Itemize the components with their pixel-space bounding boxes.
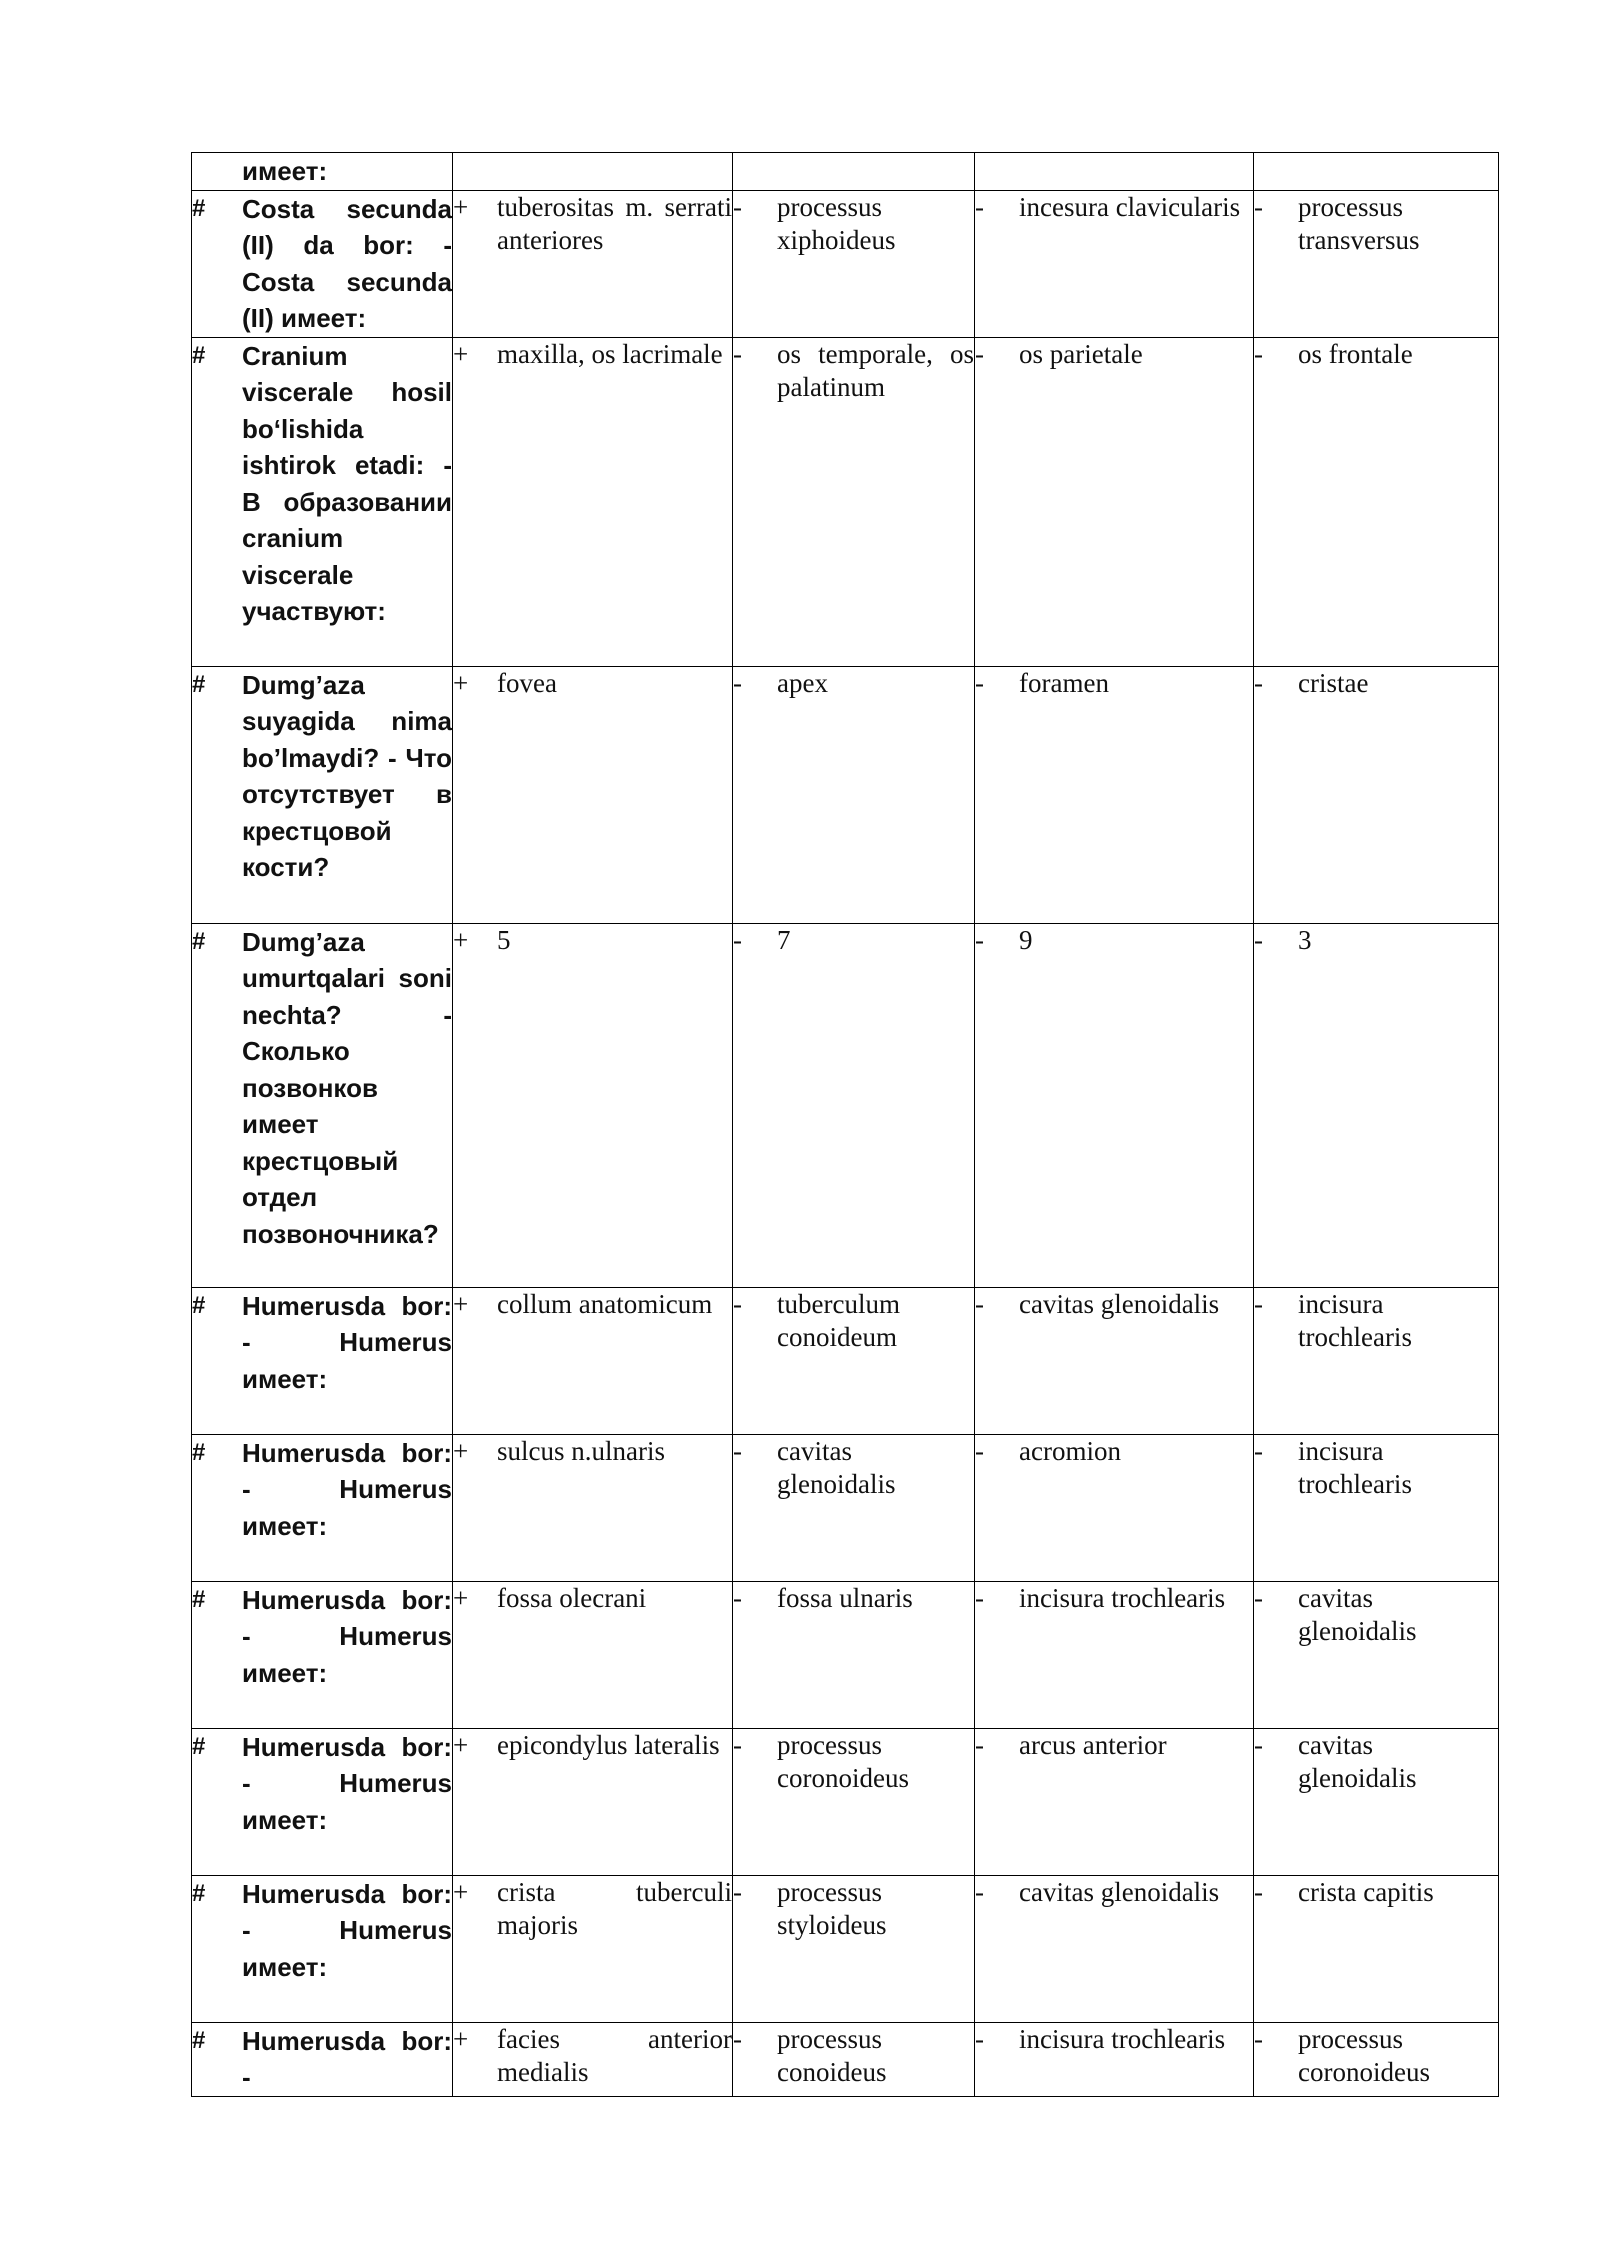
answer-text: tuberculum conoideum [777,1288,900,1352]
answer-sign: + [453,338,469,369]
question-row [192,1434,1499,1581]
answer-sign: - [1254,1435,1263,1466]
answer-sign: - [733,1729,742,1760]
question-text: Humerusda bor: - [242,2025,452,2092]
answer-sign: - [975,191,984,222]
answer-cell [1254,666,1499,923]
answer-sign: + [453,1876,469,1907]
question-cell [192,1287,453,1434]
question-marker: # [192,1879,206,1907]
answer-cell [453,1875,733,2022]
answer-text: os temporale, os palatinum [777,338,974,402]
answer-sign: - [1254,338,1263,369]
answer-sign: - [1254,1288,1263,1319]
answer-sign: - [1254,1876,1263,1907]
question-row [192,1875,1499,2022]
answer-sign: - [1254,2023,1263,2054]
answer-text: sulcus n.ulnaris [497,1435,665,1466]
question-text: Dumg’aza umurtqalari soni nechta? - Сколько позвонков имеет крестцовый отдел позвоночника? [242,926,452,1249]
question-marker: # [192,1438,206,1466]
answer-cell [1254,1581,1499,1728]
answer-sign: - [975,2023,984,2054]
answer-text: processus coronoideus [777,1729,909,1793]
answer-cell [975,666,1254,923]
answer-text: incisura trochlearis [1019,2023,1226,2054]
answer-cell [453,923,733,1287]
answer-cell [733,1581,975,1728]
answer-text: foramen [1019,667,1109,698]
answer-text: 7 [777,924,791,955]
answer-text: processus xiphoideus [777,191,896,255]
answer-cell [453,190,733,337]
answer-sign: - [733,1435,742,1466]
answer-cell [1254,190,1499,337]
answer-sign: + [453,1288,469,1319]
question-row [192,190,1499,337]
quiz-table [191,152,1499,2097]
question-text: Humerusda bor: - Humerus имеет: [242,1878,452,1982]
answer-text: tuberositas m. serrati anteriores [497,191,732,255]
question-cell [192,666,453,923]
answer-cell [1254,337,1499,666]
answer-text: incisura trochlearis [1298,1288,1412,1352]
answer-cell [453,1434,733,1581]
question-cell [192,2022,453,2096]
answer-cell [453,1581,733,1728]
answer-cell [975,1728,1254,1875]
answer-sign: - [975,1288,984,1319]
answer-sign: - [975,1582,984,1613]
answer-cell [975,1581,1254,1728]
answer-text: acromion [1019,1435,1121,1466]
question-marker: # [192,1291,206,1319]
answer-sign: - [733,1876,742,1907]
question-cell [192,1875,453,2022]
answer-text: 9 [1019,924,1033,955]
answer-text: cavitas glenoidalis [1019,1288,1220,1319]
answer-text: incesura clavicularis [1019,191,1241,222]
question-cell [192,337,453,666]
question-cell [192,1434,453,1581]
answer-text: fossa ulnaris [777,1582,913,1613]
answer-sign: - [1254,924,1263,955]
answer-sign: + [453,1435,469,1466]
answer-text: processus conoideus [777,2023,887,2087]
answer-sign: - [975,1729,984,1760]
answer-cell [733,1287,975,1434]
answer-cell [453,337,733,666]
answer-cell [975,337,1254,666]
answer-cell [453,1287,733,1434]
answer-cell [733,666,975,923]
answer-text: os parietale [1019,338,1143,369]
answer-text: crista capitis [1298,1876,1434,1907]
answer-cell [975,2022,1254,2096]
answer-cell [975,1434,1254,1581]
answer-text: os frontale [1298,338,1413,369]
answer-sign: - [1254,1729,1263,1760]
answer-sign: - [1254,191,1263,222]
answer-text: processus styloideus [777,1876,887,1940]
answer-sign: + [453,191,469,222]
answer-cell [1254,1287,1499,1434]
answer-sign: - [1254,667,1263,698]
answer-cell [975,1875,1254,2022]
question-cell [192,190,453,337]
answer-sign: - [733,667,742,698]
answer-text: cavitas glenoidalis [777,1435,896,1499]
answer-text: fossa olecrani [497,1582,647,1613]
answer-text: processus transversus [1298,191,1420,255]
answer-cell [1254,153,1499,191]
answer-text: collum anatomicum [497,1288,713,1319]
answer-sign: - [733,1582,742,1613]
answer-text: cavitas glenoidalis [1019,1876,1220,1907]
answer-cell [1254,1434,1499,1581]
question-marker: # [192,341,206,369]
question-text: Dumg’aza suyagida nima bo’lmaydi? - Что отсутствует в крестцовой кости? [242,669,452,882]
answer-sign: + [453,1582,469,1613]
answer-cell [733,1434,975,1581]
question-marker: # [192,194,206,222]
answer-cell [733,923,975,1287]
answer-sign: - [733,338,742,369]
answer-text: fovea [497,667,557,698]
answer-text: crista tuberculi majoris [497,1876,732,1940]
question-marker: # [192,1732,206,1760]
question-row [192,1728,1499,1875]
question-text: Humerusda bor: - Humerus имеет: [242,1731,452,1835]
answer-cell [975,1287,1254,1434]
answer-cell [733,153,975,191]
answer-cell [453,666,733,923]
question-cell [192,1581,453,1728]
answer-sign: - [975,338,984,369]
question-cell [192,1728,453,1875]
answer-cell [975,190,1254,337]
question-marker: # [192,927,206,955]
question-marker: # [192,1585,206,1613]
answer-sign: - [975,924,984,955]
answer-text: arcus anterior [1019,1729,1167,1760]
question-text: Humerusda bor: - Humerus имеет: [242,1290,452,1394]
answer-cell [975,153,1254,191]
question-marker [192,153,242,190]
answer-cell [453,153,733,191]
answer-text: 3 [1298,924,1312,955]
answer-sign: - [733,1288,742,1319]
question-row [192,2022,1499,2096]
answer-sign: + [453,667,469,698]
question-row [192,923,1499,1287]
answer-cell [1254,1728,1499,1875]
question-cell [192,153,453,191]
answer-sign: + [453,2023,469,2054]
answer-sign: + [453,924,469,955]
answer-cell [1254,1875,1499,2022]
answer-cell [733,190,975,337]
answer-sign: - [733,191,742,222]
question-cell [192,923,453,1287]
answer-sign: - [1254,1582,1263,1613]
answer-cell [975,923,1254,1287]
answer-cell [1254,2022,1499,2096]
answer-cell [453,2022,733,2096]
question-marker: # [192,2026,206,2054]
answer-text: cavitas glenoidalis [1298,1582,1417,1646]
question-marker: # [192,670,206,698]
answer-text: cristae [1298,667,1369,698]
question-text: имеет: [242,156,328,186]
answer-sign: - [975,1435,984,1466]
answer-text: apex [777,667,828,698]
answer-cell [453,1728,733,1875]
question-row [192,337,1499,666]
answer-text: processus coronoideus [1298,2023,1430,2087]
answer-text: epicondylus lateralis [497,1729,720,1760]
question-text: Costa secunda (II) da bor: - Costa secunda (II) имеет: [242,193,452,333]
question-text: Humerusda bor: - Humerus имеет: [242,1437,452,1541]
question-row [192,666,1499,923]
answer-sign: - [733,2023,742,2054]
question-row [192,1581,1499,1728]
answer-cell [733,2022,975,2096]
answer-cell [733,1875,975,2022]
question-row [192,153,1499,191]
answer-text: facies anterior medialis [497,2023,732,2087]
question-text: Humerusda bor: - Humerus имеет: [242,1584,452,1688]
question-row [192,1287,1499,1434]
answer-cell [733,337,975,666]
question-text: Cranium viscerale hosil bo‘lishida ishtirok etadi: - В образовании cranium viscerale участвуют: [242,340,452,626]
answer-text: maxilla, os lacrimale [497,338,723,369]
answer-text: incisura trochlearis [1298,1435,1412,1499]
answer-text: 5 [497,924,511,955]
answer-text: incisura trochlearis [1019,1582,1226,1613]
answer-cell [733,1728,975,1875]
answer-sign: - [733,924,742,955]
answer-sign: - [975,667,984,698]
answer-cell [1254,923,1499,1287]
answer-text: cavitas glenoidalis [1298,1729,1417,1793]
answer-sign: + [453,1729,469,1760]
answer-sign: - [975,1876,984,1907]
